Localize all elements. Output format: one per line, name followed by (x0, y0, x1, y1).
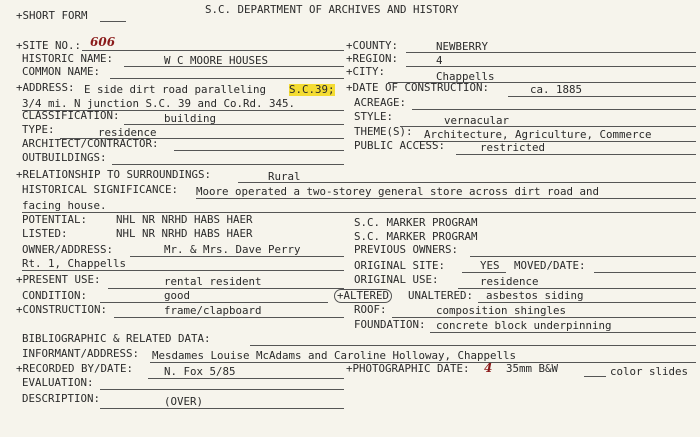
underline (462, 272, 506, 273)
region-label: +REGION: (346, 52, 399, 65)
site-no-value: 606 (90, 35, 116, 49)
recorded-by-label: +RECORDED BY/DATE: (16, 362, 134, 375)
altered-value: asbestos siding (486, 289, 584, 302)
unaltered-label: UNALTERED: (408, 289, 474, 302)
roof-label: ROOF: (354, 303, 387, 316)
common-name-label: COMMON NAME: (22, 65, 101, 78)
underline (22, 270, 344, 271)
underline (508, 96, 696, 97)
underline (82, 50, 344, 51)
owner-value-line2: Rt. 1, Chappells (22, 257, 127, 270)
underline (108, 288, 344, 289)
potential-label: POTENTIAL: (22, 213, 88, 226)
original-use-label: ORIGINAL USE: (354, 273, 439, 286)
underline (478, 302, 696, 303)
owner-label: OWNER/ADDRESS: (22, 243, 114, 256)
marker-program-2: S.C. MARKER PROGRAM (354, 230, 478, 243)
potential-options: NHL NR NRHD HABS HAER (116, 213, 253, 226)
underline (100, 408, 344, 409)
public-access-label: PUBLIC ACCESS: (354, 139, 446, 152)
underline (594, 272, 696, 273)
underline (124, 66, 344, 67)
type-label: TYPE: (22, 123, 55, 136)
underline (412, 109, 696, 110)
city-label: +CITY: (346, 65, 386, 78)
photographic-color: color slides (610, 365, 689, 378)
style-value: vernacular (444, 114, 510, 127)
underline (238, 182, 696, 183)
classification-value: building (164, 112, 217, 125)
underline (124, 124, 344, 125)
condition-label: CONDITION: (22, 289, 88, 302)
underline (406, 52, 696, 53)
evaluation-label: EVALUATION: (22, 376, 94, 389)
underline (174, 150, 344, 151)
classification-label: CLASSIFICATION: (22, 109, 120, 122)
construction-label: +CONSTRUCTION: (16, 303, 108, 316)
city-value: Chappells (436, 70, 495, 83)
underline (400, 126, 696, 127)
address-value-line2: 3/4 mi. N junction S.C. 39 and Co.Rd. 345. (22, 97, 296, 110)
region-value: 4 (436, 54, 443, 67)
underline (456, 154, 696, 155)
underline (250, 345, 696, 346)
underline (406, 66, 696, 67)
condition-value: good (164, 289, 191, 302)
description-label: DESCRIPTION: (22, 392, 101, 405)
underline (100, 21, 126, 22)
date-of-construction-label: +DATE OF CONSTRUCTION: (346, 81, 490, 94)
construction-value: frame/clapboard (164, 304, 262, 317)
historic-name-label: HISTORIC NAME: (22, 52, 114, 65)
public-access-value: restricted (480, 141, 546, 154)
moved-date-label: MOVED/DATE: (514, 259, 586, 272)
address-value-line1: E side dirt road paralleling (84, 83, 267, 96)
description-value: (OVER) (164, 395, 204, 408)
architect-label: ARCHITECT/CONTRACTOR: (22, 137, 159, 150)
underline (416, 141, 696, 142)
themes-value: Architecture, Agriculture, Commerce (424, 128, 652, 141)
underline (196, 198, 696, 199)
photographic-film: 35mm B&W (506, 362, 559, 375)
bibliographic-label: BIBLIOGRAPHIC & RELATED DATA: (22, 332, 211, 345)
historic-name-value: W C MOORE HOUSES (164, 54, 269, 67)
foundation-label: FOUNDATION: (354, 318, 426, 331)
original-site-value: YES (480, 259, 500, 272)
underline (430, 332, 696, 333)
underline (148, 378, 344, 379)
acreage-label: ACREAGE: (354, 96, 407, 109)
underline (584, 376, 606, 377)
roof-value: composition shingles (436, 304, 567, 317)
style-label: STYLE: (354, 110, 394, 123)
significance-value-line2: facing house. (22, 199, 107, 212)
foundation-value: concrete block underpinning (436, 319, 612, 332)
underline (130, 256, 344, 257)
date-of-construction-value: ca. 1885 (530, 83, 583, 96)
outbuildings-label: OUTBUILDINGS: (22, 151, 107, 164)
photographic-date-label: +PHOTOGRAPHIC DATE: (346, 362, 470, 375)
significance-value-line1: Moore operated a two-storey general store across dirt road and (196, 185, 600, 198)
significance-label: HISTORICAL SIGNIFICANCE: (22, 183, 179, 196)
previous-owners-label: PREVIOUS OWNERS: (354, 243, 459, 256)
underline (100, 389, 344, 390)
site-no-label: +SITE NO.: (16, 39, 82, 52)
relationship-label: +RELATIONSHIP TO SURROUNDINGS: (16, 168, 212, 181)
original-site-label: ORIGINAL SITE: (354, 259, 446, 272)
informant-value: Mesdames Louise McAdams and Caroline Holloway, Chappells (152, 349, 517, 362)
present-use-value: rental resident (164, 275, 262, 288)
present-use-label: +PRESENT USE: (16, 273, 101, 286)
address-label: +ADDRESS: (16, 81, 75, 94)
marker-program-1: S.C. MARKER PROGRAM (354, 216, 478, 229)
listed-options: NHL NR NRHD HABS HAER (116, 227, 253, 240)
themes-label: THEME(S): (354, 125, 413, 138)
underline (392, 317, 696, 318)
owner-value-line1: Mr. & Mrs. Dave Perry (164, 243, 301, 256)
form-title: S.C. DEPARTMENT OF ARCHIVES AND HISTORY (205, 3, 459, 16)
short-form-label: +SHORT FORM (16, 9, 88, 22)
photographic-date-value: 4 (484, 361, 493, 375)
underline (100, 302, 328, 303)
underline (114, 317, 344, 318)
recorded-by-value: N. Fox 5/85 (164, 365, 236, 378)
informant-label: INFORMANT/ADDRESS: (22, 347, 140, 360)
listed-label: LISTED: (22, 227, 68, 240)
underline (110, 78, 344, 79)
original-use-value: residence (480, 275, 539, 288)
underline (112, 164, 344, 165)
altered-label-circled: +ALTERED (334, 289, 392, 303)
address-highlight: S.C.39; (289, 83, 335, 96)
relationship-value: Rural (268, 170, 301, 183)
underline (470, 256, 696, 257)
county-value: NEWBERRY (436, 40, 489, 53)
county-label: +COUNTY: (346, 39, 399, 52)
type-value: residence (98, 126, 157, 139)
